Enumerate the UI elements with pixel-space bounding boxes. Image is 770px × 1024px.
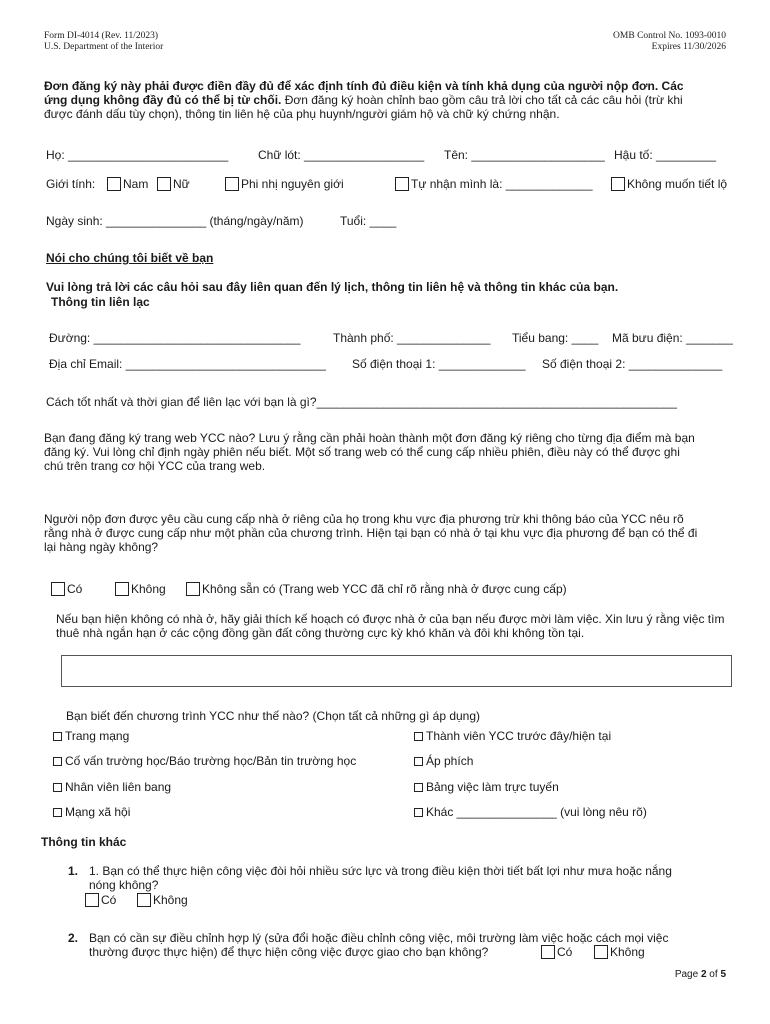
gender-female-option[interactable] bbox=[157, 177, 190, 191]
referral-checkbox[interactable] bbox=[53, 732, 62, 741]
site-question-line-1: Bạn đang đăng ký trang web YCC nào? Lưu ý rằng cần phải hoàn thành một đơn đăng ký riêng cho từng địa điểm mà bạn bbox=[44, 431, 695, 445]
housing-no-option[interactable] bbox=[115, 582, 166, 596]
housing-line-3: lại hàng ngày không? bbox=[44, 540, 159, 554]
page-prefix: Page bbox=[674, 969, 701, 980]
about-you-heading: Nói cho chúng tôi biết về bạn bbox=[46, 251, 214, 265]
question-1-yes-option[interactable] bbox=[85, 893, 116, 907]
phone1-field[interactable]: Số điện thoại 1: _____________ bbox=[352, 357, 526, 371]
male-checkbox[interactable] bbox=[107, 177, 121, 191]
housing-yes-option[interactable] bbox=[51, 582, 82, 596]
housing-line-1: Người nộp đơn được yêu cầu cung cấp nhà ở riêng của họ trong khu vực địa phương trừ khi thông báo của YCC nêu rõ bbox=[44, 512, 684, 526]
question-2-no-label: Không bbox=[610, 945, 645, 959]
referral-label: Khác _______________ (vui lòng nêu rõ) bbox=[426, 805, 647, 819]
referral-checkbox[interactable] bbox=[53, 783, 62, 792]
question-1-line-2: nóng không? bbox=[89, 878, 159, 892]
question-2-number: 2. bbox=[68, 931, 79, 945]
question-2-text bbox=[89, 931, 668, 959]
question-2-line-2: thường được thực hiện) để thực hiện công việc được giao cho bạn không? bbox=[89, 945, 489, 959]
referral-option-social-media[interactable] bbox=[53, 805, 130, 819]
referral-checkbox[interactable] bbox=[414, 757, 423, 766]
question-1-no-checkbox[interactable] bbox=[137, 893, 151, 907]
suffix-field[interactable]: Hậu tố: _________ bbox=[614, 148, 717, 162]
question-1-yes-label: Có bbox=[101, 893, 117, 907]
referral-question: Bạn biết đến chương trình YCC như thế nào? (Chọn tất cả những gì áp dụng) bbox=[66, 709, 481, 723]
gender-label: Giới tính: bbox=[46, 177, 96, 191]
referral-checkbox[interactable] bbox=[414, 808, 423, 817]
first-name-field[interactable]: Tên: ____________________ bbox=[444, 148, 605, 162]
nonbinary-checkbox[interactable] bbox=[225, 177, 239, 191]
housing-yes-checkbox[interactable] bbox=[51, 582, 65, 596]
referral-label: Thành viên YCC trước đây/hiện tại bbox=[426, 729, 612, 743]
gender-nonbinary-option[interactable] bbox=[225, 177, 344, 191]
nonbinary-label: Phi nhị nguyên giới bbox=[241, 177, 344, 191]
gender-prefer-not-option[interactable] bbox=[611, 177, 727, 191]
total-pages: 5 bbox=[720, 969, 726, 980]
question-1-no-option[interactable] bbox=[137, 893, 188, 907]
housing-na-checkbox[interactable] bbox=[186, 582, 200, 596]
current-page: 2 bbox=[700, 969, 707, 980]
intro-paragraph bbox=[44, 79, 684, 121]
email-field[interactable]: Địa chỉ Email: ______________________________ bbox=[49, 357, 326, 371]
question-2-yes-checkbox[interactable] bbox=[541, 945, 555, 959]
referral-label: Trang mạng bbox=[65, 729, 130, 743]
female-checkbox[interactable] bbox=[157, 177, 171, 191]
question-1-line-1: 1. Bạn có thể thực hiện công việc đòi hỏi nhiều sức lực và trong điều kiện thời tiết bất lợi như mưa hoặc nắng bbox=[89, 864, 672, 878]
form-number: Form DI-4014 (Rev. 11/2023) bbox=[44, 31, 159, 41]
contact-info-heading: Thông tin liên lạc bbox=[51, 295, 150, 309]
housing-no-label: Không bbox=[131, 582, 166, 596]
department-name: U.S. Department of the Interior bbox=[44, 42, 164, 52]
referral-checkbox[interactable] bbox=[53, 757, 62, 766]
male-label: Nam bbox=[123, 177, 149, 191]
female-label: Nữ bbox=[173, 177, 190, 191]
middle-name-field[interactable]: Chữ lót: __________________ bbox=[258, 148, 425, 162]
question-1-yes-checkbox[interactable] bbox=[85, 893, 99, 907]
other-info-heading: Thông tin khác bbox=[41, 835, 127, 849]
housing-na-label: Không sẵn có (Trang web YCC đã chỉ rõ rằng nhà ở được cung cấp) bbox=[202, 582, 567, 596]
question-1-text bbox=[89, 864, 672, 892]
referral-option-website[interactable] bbox=[53, 729, 129, 743]
referral-option-poster[interactable] bbox=[414, 754, 473, 768]
question-2-no-option[interactable] bbox=[594, 945, 645, 959]
phone2-field[interactable]: Số điện thoại 2: ______________ bbox=[542, 357, 723, 371]
page-of: of bbox=[706, 969, 721, 980]
housing-explanation-input[interactable] bbox=[61, 655, 732, 687]
housing-line-2: rằng nhà ở được cung cấp như một phần của chương trình. Hiện tại bạn có nhà ở tại khu vực địa phương để bạn có thể đi bbox=[44, 526, 698, 540]
referral-option-job-board[interactable] bbox=[414, 780, 559, 794]
question-2-yes-option[interactable] bbox=[541, 945, 572, 959]
prefer-not-checkbox[interactable] bbox=[611, 177, 625, 191]
gender-self-identify-option[interactable] bbox=[395, 177, 593, 191]
about-instruction: Vui lòng trả lời các câu hỏi sau đây liên quan đến lý lịch, thông tin liên hệ và thông tin khác của bạn. bbox=[46, 280, 619, 294]
referral-option-former-member[interactable] bbox=[414, 729, 611, 743]
question-2-yes-label: Có bbox=[557, 945, 573, 959]
omb-control-number: OMB Control No. 1093-0010 bbox=[613, 31, 726, 41]
intro-normal-text: Đơn đăng ký hoàn chỉnh bao gồm câu trả lời cho tất cả các câu hỏi (trừ khi bbox=[281, 93, 683, 107]
date-of-birth-field[interactable]: Ngày sinh: _______________ (tháng/ngày/năm) bbox=[46, 214, 304, 228]
age-field[interactable]: Tuổi: ____ bbox=[340, 214, 397, 228]
housing-explain-line-1: Nếu bạn hiện không có nhà ở, hãy giải thích kế hoạch có được nhà ở của bạn nếu được mời làm việc. Xin lưu ý rằng việc tìm bbox=[56, 612, 725, 626]
city-field[interactable]: Thành phố: ______________ bbox=[333, 331, 491, 345]
housing-yes-label: Có bbox=[67, 582, 83, 596]
referral-option-school[interactable] bbox=[53, 754, 356, 768]
prefer-not-label: Không muốn tiết lộ bbox=[627, 177, 728, 191]
site-question-line-2: đăng ký. Vui lòng chỉ định ngày phiên nếu biết. Một số trang web có thể cung cấp nhiều phiên, điều này có thể được ghi bbox=[44, 445, 680, 459]
best-contact-field[interactable]: Cách tốt nhất và thời gian để liên lạc với bạn là gì?______________________________________________________ bbox=[46, 395, 677, 409]
site-question-line-3: chú trên trang cơ hội YCC của trang web. bbox=[44, 459, 266, 473]
housing-explain-line-2: thuê nhà ngắn hạn ở các cộng đồng gần đất công thường cực kỳ khó khăn và đôi khi không tồn tại. bbox=[56, 626, 585, 640]
question-2-no-checkbox[interactable] bbox=[594, 945, 608, 959]
page-number bbox=[675, 969, 726, 980]
referral-label: Mạng xã hội bbox=[65, 805, 131, 819]
referral-option-federal-employee[interactable] bbox=[53, 780, 171, 794]
referral-checkbox[interactable] bbox=[414, 783, 423, 792]
gender-male-option[interactable] bbox=[107, 177, 148, 191]
intro-line-3: được đánh dấu tùy chọn), thông tin liên hệ của phụ huynh/người giám hộ và chữ ký chứng nhận. bbox=[44, 107, 560, 121]
referral-label: Cố vấn trường học/Báo trường học/Bản tin trường học bbox=[65, 754, 357, 768]
street-field[interactable]: Đường: _______________________________ bbox=[49, 331, 301, 345]
intro-line-2 bbox=[44, 93, 684, 107]
housing-no-checkbox[interactable] bbox=[115, 582, 129, 596]
referral-checkbox[interactable] bbox=[414, 732, 423, 741]
site-question bbox=[44, 431, 695, 473]
housing-explain bbox=[56, 612, 724, 640]
self-identify-checkbox[interactable] bbox=[395, 177, 409, 191]
expiration-date: Expires 11/30/2026 bbox=[651, 42, 726, 52]
intro-bold-text: ứng dụng không đầy đủ có thể bị từ chối. bbox=[44, 93, 282, 107]
self-identify-label: Tự nhận mình là: _____________ bbox=[411, 177, 593, 191]
referral-label: Nhân viên liên bang bbox=[65, 780, 172, 794]
last-name-field[interactable]: Họ: ________________________ bbox=[46, 148, 229, 162]
referral-checkbox[interactable] bbox=[53, 808, 62, 817]
question-1-no-label: Không bbox=[153, 893, 188, 907]
referral-label: Bảng việc làm trực tuyến bbox=[426, 780, 559, 794]
referral-option-other[interactable] bbox=[414, 805, 647, 819]
housing-question bbox=[44, 512, 697, 554]
referral-label: Áp phích bbox=[426, 754, 474, 768]
question-1-number: 1. bbox=[68, 864, 79, 878]
intro-line-1: Đơn đăng ký này phải được điền đầy đủ để xác định tính đủ điều kiện và tính khả dụng của người nộp đơn. Các bbox=[44, 79, 684, 93]
question-2-line-1: Bạn có cần sự điều chỉnh hợp lý (sửa đổi hoặc điều chỉnh công việc, môi trường làm việc hoặc cách mọi việc bbox=[89, 931, 669, 945]
housing-na-option[interactable] bbox=[186, 582, 567, 596]
state-field[interactable]: Tiểu bang: ____ bbox=[512, 331, 599, 345]
zip-field[interactable]: Mã bưu điện: _______ bbox=[612, 331, 733, 345]
